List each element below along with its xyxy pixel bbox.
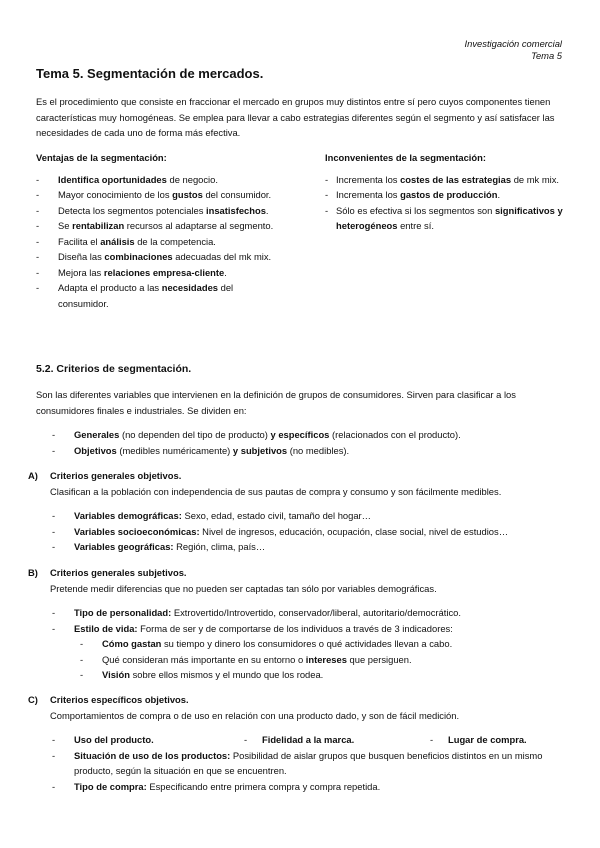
section-a-heading: Criterios generales objetivos. (50, 470, 182, 481)
disadvantages-heading: Inconvenientes de la segmentación: (325, 152, 486, 163)
advantage-item: - Adapta el producto a las necesidades del consumidor. (36, 280, 258, 311)
criterion-usage: Uso del producto. (74, 734, 154, 745)
section-b-description: Pretende medir diferencias que no pueden ser captadas tan sólo por variables demográficas. (50, 582, 437, 594)
indicator-item: - Qué consideran más importante en su entorno o intereses que persiguen. (80, 652, 565, 668)
section-5-2-intro: Son las diferentes variables que intervienen en la definición de grupos de consumidores. Sirven para clasificar a los consumidores finales e industriales. Se dividen en: (36, 389, 516, 416)
indicator-item: - Cómo gastan su tiempo y dinero los consumidores o qué actividades llevan a cabo. (80, 636, 565, 652)
section-a (28, 468, 565, 555)
advantage-item: - Detecta los segmentos potenciales insatisfechos. (36, 203, 306, 219)
section-c-description: Comportamientos de compra o de uso en relación con una producto dado, y son de fácil medición. (50, 709, 460, 721)
section-a-letter: A) (28, 470, 38, 481)
specific-criterion-item: - Situación de uso de los productos: Posibilidad de aislar grupos que busquen beneficios distintos en un mismo producto, según la situación en que se encuentren. (52, 748, 565, 779)
division-item: - Objetivos (medibles numéricamente) y subjetivos (no medibles). (52, 443, 562, 459)
disadvantages-block (325, 150, 565, 234)
lifestyle-item: - Estilo de vida: Forma de ser y de comportarse de los individuos a través de 3 indicadores: - Cómo gastan su tiempo y dinero los consumidores o qué actividades llevan a cabo. - Qué consideran más importante en su entorno o intereses que persiguen. - Visión sobre ellos mismos y el mundo que los rodea. (52, 621, 565, 683)
disadvantage-item: - Sólo es efectiva si los segmentos son significativos y heterogéneos entre sí. (325, 203, 565, 234)
specific-criterion-item: - Tipo de compra: Especificando entre primera compra y compra repetida. (52, 779, 565, 795)
advantage-item: - Diseña las combinaciones adecuadas del mk mix. (36, 249, 306, 265)
header-course: Investigación comercial (464, 38, 562, 49)
criteria-row: - Uso del producto. - Fidelidad a la marca. - Lugar de compra. (52, 732, 565, 748)
section-b (28, 565, 565, 683)
intro-paragraph: Es el procedimiento que consiste en fraccionar el mercado en grupos muy distintos entre sí pero cuyos componentes tienen características muy homogéneas. Se emplea para llevar a cabo estrategias diferentes según el segmento y así satisfacer las necesidades de cada uno de forma más efectiva. (36, 96, 555, 138)
page-title: Tema 5. Segmentación de mercados. (36, 66, 264, 81)
advantages-block (36, 150, 306, 311)
advantage-item: - Identifica oportunidades de negocio. (36, 172, 306, 188)
criterion-loyalty: Fidelidad a la marca. (262, 734, 355, 745)
criterion-place: Lugar de compra. (448, 734, 527, 745)
indicator-item: - Visión sobre ellos mismos y el mundo que los rodea. (80, 667, 565, 683)
section-b-heading: Criterios generales subjetivos. (50, 567, 187, 578)
variable-item: - Variables demográficas: Sexo, edad, estado civil, tamaño del hogar… (52, 508, 565, 524)
variable-item: - Variables geográficas: Región, clima, país… (52, 539, 565, 555)
personality-item: - Tipo de personalidad: Extrovertido/Introvertido, conservador/liberal, autoritario/democrático. (52, 605, 565, 621)
running-header (465, 38, 562, 62)
advantage-item: - Se rentabilizan recursos al adaptarse al segmento. (36, 218, 306, 234)
disadvantage-item: - Incrementa los gastos de producción. (325, 187, 565, 203)
section-heading-5-2: 5.2. Criterios de segmentación. (36, 363, 192, 375)
advantages-heading: Ventajas de la segmentación: (36, 152, 167, 163)
advantage-item: - Mayor conocimiento de los gustos del consumidor. (36, 187, 306, 203)
section-c-heading: Criterios específicos objetivos. (50, 694, 189, 705)
section-c (28, 692, 565, 794)
division-item: - Generales (no dependen del tipo de producto) y específicos (relacionados con el producto). (52, 427, 562, 443)
section-a-description: Clasifican a la población con independencia de sus pautas de compra y consumo y son fácilmente medibles. (50, 485, 502, 497)
advantage-item: - Facilita el análisis de la competencia. (36, 234, 306, 250)
header-topic: Tema 5 (531, 50, 562, 61)
criteria-divisions (52, 427, 562, 458)
section-b-letter: B) (28, 567, 38, 578)
advantage-item: - Mejora las relaciones empresa-cliente. (36, 265, 306, 281)
variable-item: - Variables socioeconómicas: Nivel de ingresos, educación, ocupación, clase social, nivel de estudios… (52, 524, 565, 540)
disadvantage-item: - Incrementa los costes de las estrategias de mk mix. (325, 172, 565, 188)
section-c-letter: C) (28, 694, 38, 705)
